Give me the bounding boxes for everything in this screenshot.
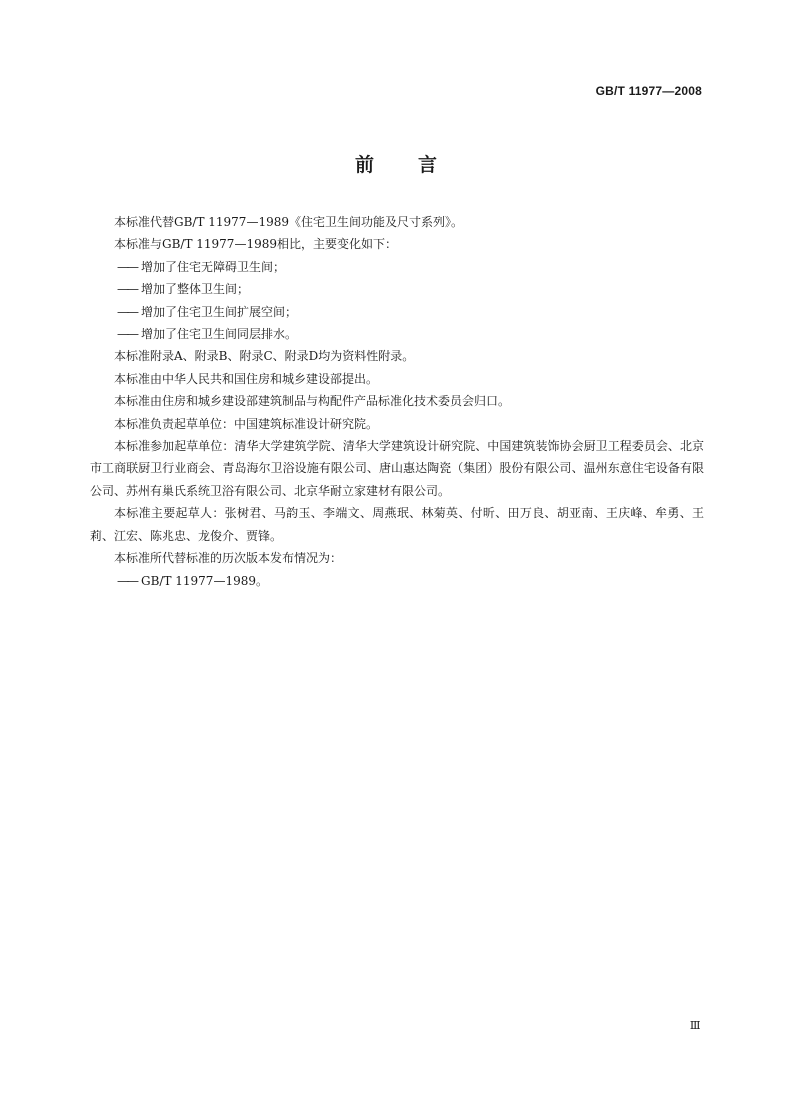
paragraph-participating-drafters: 本标准参加起草单位：清华大学建筑学院、清华大学建筑设计研究院、中国建筑装饰协会厨卫工程委员会、北京市工商联厨卫行业商会、青岛海尔卫浴设施有限公司、唐山惠达陶瓷（集团）股份有限公司、温州东意住宅设备有限公司、苏州有巢氏系统卫浴有限公司、北京华耐立家建材有限公司。 <box>90 439 704 498</box>
history-item-text: GB/T 11977—1989。 <box>141 573 268 588</box>
paragraph-administrator: 本标准由住房和城乡建设部建筑制品与构配件产品标准化技术委员会归口。 <box>114 394 511 409</box>
paragraph-proposer: 本标准由中华人民共和国住房和城乡建设部提出。 <box>114 371 379 386</box>
paragraph-appendices: 本标准附录A、附录B、附录C、附录D均为资料性附录。 <box>114 349 415 364</box>
paragraph-history-intro: 本标准所代替标准的历次版本发布情况为： <box>114 551 343 566</box>
change-item-text: 增加了整体卫生间； <box>141 282 250 297</box>
change-item-text: 增加了住宅卫生间同层排水。 <box>141 327 298 342</box>
dash-marker: —— <box>117 259 137 274</box>
change-item <box>90 278 704 300</box>
paragraph-supersedes: 本标准代替GB/T 11977—1989《住宅卫生间功能及尺寸系列》。 <box>114 215 463 229</box>
paragraph-main-drafters: 本标准主要起草人：张树君、马韵玉、李端文、周燕珉、林菊英、付昕、田万良、胡亚南、王庆峰、牟勇、王莉、江宏、陈兆忠、龙俊介、贾锋。 <box>90 506 704 543</box>
page-title: 前言 <box>354 154 481 176</box>
change-item <box>90 323 704 345</box>
change-item-text: 增加了住宅无障碍卫生间； <box>141 259 286 274</box>
dash-marker: —— <box>117 304 137 319</box>
change-item <box>90 301 704 323</box>
change-item <box>90 256 704 278</box>
history-item <box>90 570 704 592</box>
change-item-text: 增加了住宅卫生间扩展空间； <box>141 304 298 319</box>
paragraph-lead-drafter: 本标准负责起草单位：中国建筑标准设计研究院。 <box>114 416 379 431</box>
dash-marker: —— <box>117 327 137 342</box>
paragraph-changes-intro: 本标准与GB/T 11977—1989相比，主要变化如下： <box>114 237 397 252</box>
dash-marker: —— <box>117 573 137 588</box>
page-number: Ⅲ <box>689 1019 700 1032</box>
foreword-body <box>90 211 704 592</box>
dash-marker: —— <box>117 282 137 297</box>
standard-code: GB/T 11977—2008 <box>595 84 702 98</box>
